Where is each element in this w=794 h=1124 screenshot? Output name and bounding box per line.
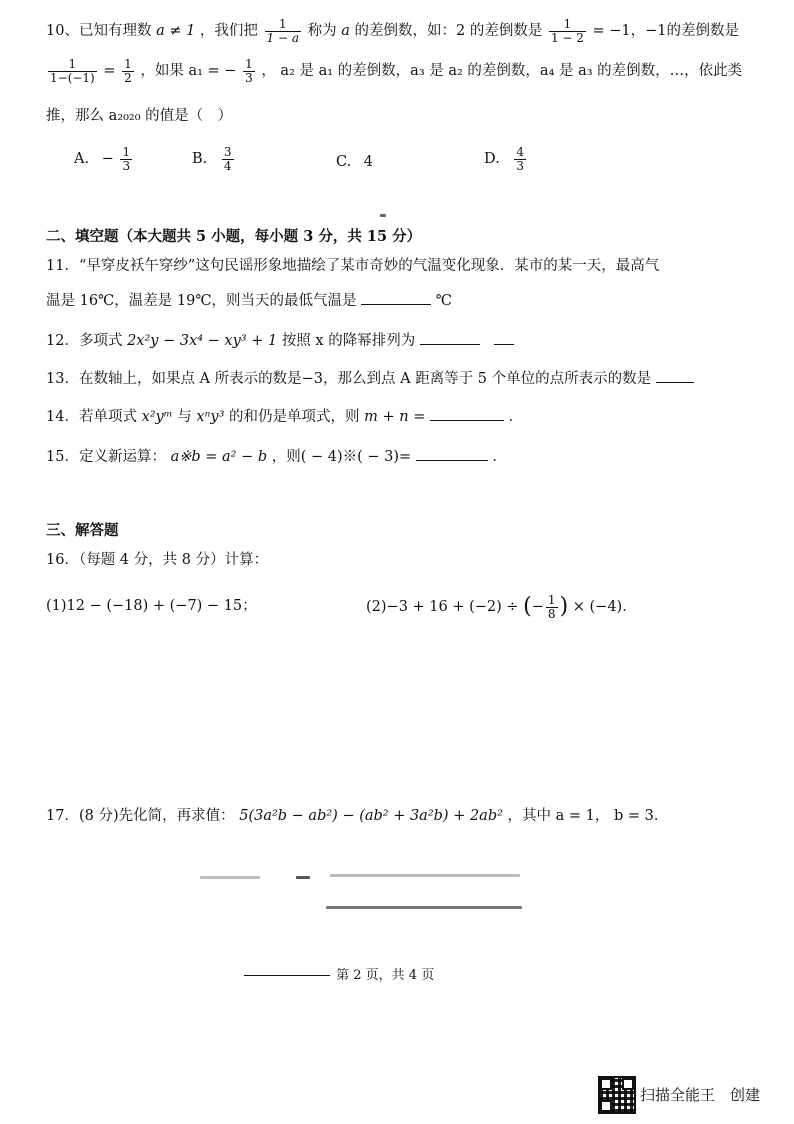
page-number: 第 2 页，共 4 页 — [336, 968, 435, 983]
section-solutions-heading: 三、解答题 — [46, 522, 119, 539]
q10-text: ，我们把 — [199, 23, 258, 40]
q10-option-b[interactable]: B. $\frac{3}{4}$ — [192, 145, 232, 173]
q10-option-c[interactable]: C. 4 — [336, 154, 374, 170]
q12-polynomial: 2x²y − 3x⁴ − xy³ + 1 — [127, 333, 278, 349]
q10-line3: 推，那么 a₂₀₂₀ 的值是（ ） — [46, 108, 233, 124]
q16-part1: (1)12 − (−18) + (−7) − 15； — [46, 598, 257, 614]
q16-title: 16．（每题 4 分，共 8 分）计算： — [46, 552, 269, 568]
q15-line: 15．定义新运算： a※b = a² − b ，则( − 4)※( − 3)= ． — [46, 446, 507, 466]
q12-answer-blank[interactable] — [420, 330, 480, 345]
q10-fraction-half: $\frac{1}{2}$ — [124, 57, 132, 85]
q10-fraction-example2: $\frac{1}{1-(-1)}$ — [50, 57, 95, 85]
q13-line: 13．在数轴上，如果点 A 所表示的数是−3，那么到点 A 距离等于 5 个单位的点所表示的数是 — [46, 368, 694, 388]
q17-line: 17．(8 分)先化简，再求值： 5(3a²b − ab²) − (ab² + 3a²b) + 2ab² ，其中 a = 1， b = 3． — [46, 808, 669, 824]
q11-line1: 11．“早穿皮袄午穿纱”这句民谣形象地描绘了某市奇妙的气温变化现象．某市的某一天，最高气 — [46, 258, 660, 274]
q10-option-d[interactable]: D. $\frac{4}{3}$ — [484, 145, 524, 173]
q10-fraction-definition: $\frac{1}{1 - a}$ — [266, 17, 300, 45]
q11-line2: 温是 16℃，温差是 19℃，则当天的最低气温是 ℃ — [46, 290, 452, 310]
scanner-watermark: 扫描全能王 创建 — [640, 1086, 761, 1104]
q10-text: 10、已知有理数 — [46, 23, 152, 40]
q12-answer-blank-2[interactable] — [494, 330, 514, 345]
q17-expression: 5(3a²b − ab²) − (ab² + 3a²b) + 2ab² — [239, 808, 503, 824]
q12-line: 12．多项式 2x²y − 3x⁴ − xy³ + 1 按照 x 的降幂排列为 — [46, 330, 514, 350]
q10-line1: 10、已知有理数 a ≠ 1 ，我们把 $\frac{1}{1 - a}$ 称为 a 的差倒数，如：2 的差倒数是 $\frac{1}{1 - 2}$ = −1，−1的差倒数是 — [46, 17, 740, 45]
qr-code-icon — [598, 1076, 636, 1114]
q11-answer-blank[interactable] — [361, 290, 431, 305]
q10-line2: $\frac{1}{1-(-1)}$ = $\frac{1}{2}$ ，如果 a₁ = − $\frac{1}{3}$ ， a₂ 是 a₁ 的差倒数，a₃ 是 a₂ 的差倒数，a₄ 是 a₃ 的差倒数，…，依此类 — [50, 57, 743, 85]
q16-part2: (2)−3 + 16 + (−2) ÷ (− $\frac{1}{8}$ ) × (−4)． — [366, 593, 637, 621]
scan-artifact — [330, 874, 520, 877]
q15-answer-blank[interactable] — [416, 446, 488, 461]
q10-fraction-a1: $\frac{1}{3}$ — [245, 57, 253, 85]
q10-option-a[interactable]: A. − $\frac{1}{3}$ — [74, 145, 131, 173]
q14-line: 14．若单项式 x²yᵐ 与 xⁿy³ 的和仍是单项式，则 m + n = ． — [46, 406, 523, 426]
q13-answer-blank[interactable] — [656, 368, 694, 383]
q10-condition: a ≠ 1 — [156, 23, 196, 40]
page-footer — [244, 968, 434, 984]
scan-artifact — [380, 214, 386, 217]
q14-answer-blank[interactable] — [430, 406, 504, 421]
q10-fraction-example1: $\frac{1}{1 - 2}$ — [550, 17, 584, 45]
scan-artifact — [296, 876, 310, 879]
scan-artifact — [200, 876, 260, 879]
scan-artifact — [326, 906, 522, 909]
section-fill-in-heading: 二、填空题（本大题共 5 小题，每小题 3 分，共 15 分） — [46, 228, 422, 245]
